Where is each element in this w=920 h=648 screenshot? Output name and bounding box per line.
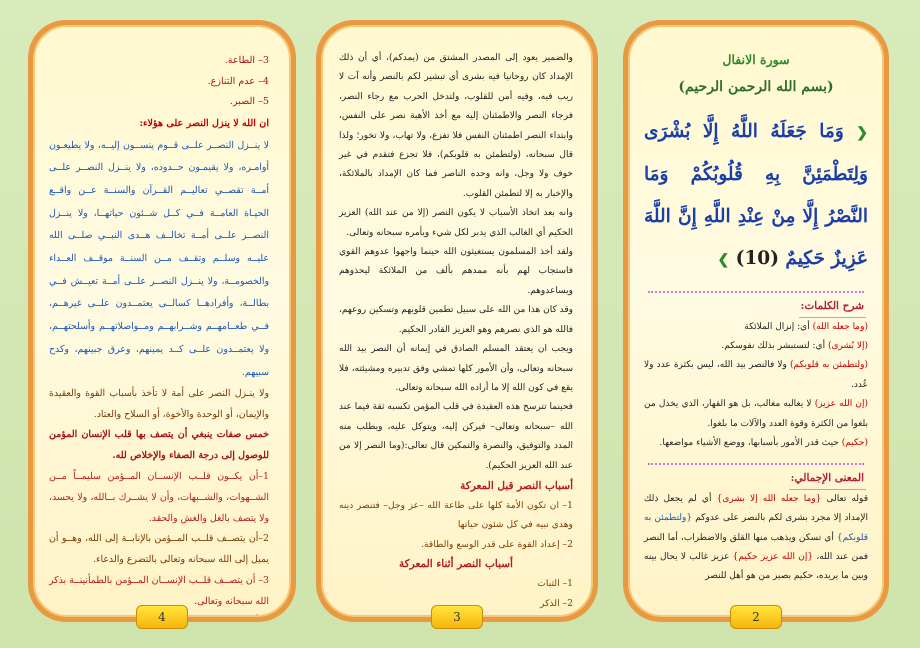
section-heading: المعنى الإجمالي: <box>789 469 866 490</box>
section-heading: أسباب النصر أثناء المعركة <box>399 558 513 571</box>
section-heading: ان الله لا ينزل النصر على هؤلاء: <box>139 117 269 129</box>
surah-title: سورة الانفال <box>722 52 790 67</box>
list-item: 1– الثبات <box>537 578 573 590</box>
list-item: 5– الصبر. <box>229 96 269 107</box>
paragraph: وقد كان هذا من الله على سبيل تطمين قلوبهم وتسكين روعهم، فالله هو الذي نصرهم وهو العزيز القادر الحكيم. <box>339 305 573 335</box>
paragraph: والضمير يعود إلى المصدر المشتق من (يمدكم)، أي أن ذلك الإمداد كان روحانيا فيه بشرى أي تبشير لكم بالنصر وأنه آت لا ريب فيه، وفيه أمن للقلوب، ولتدخل الحرب مع رجاء النصر، فرجاء النصر والاطمئنان إليه مع أخذ الأهبة نصر على النفس، وابتداء النصر اطمئنان النفس فلا تفزع، ولا تهاب، ولا تخور؛ ولذا قال سبحانه، (ولتطمئن به قلوبكم)، فلا تجزع فتقدم في غير خوف ولا وجل، وانه وحده الناصر فما كان الإمداد بالملائكة، والإخبار به إلا لتطمئن القلوب. <box>339 53 573 199</box>
term: (وما جعله الله) <box>812 321 868 332</box>
term: (إن الله عزيز) <box>814 399 868 410</box>
definition: ولا فالنصر بيد الله، ليس بكثرة عدد ولا عُدد. <box>644 360 868 390</box>
definition-row <box>644 318 868 337</box>
panel-inner <box>321 25 593 617</box>
list-item: 2–أن يتصــف قلــب المــؤمن بالإنابــة إلى الله، وهــو أن يميل إلى الله سبحانه وتعالى بالتضرع والدعاء. <box>49 533 269 565</box>
page-number: 4 <box>136 605 188 629</box>
panel-page-4 <box>28 20 296 622</box>
list-item: 2– إعداد القوة على قدر الوسع والطاقة. <box>421 538 573 550</box>
meaning-quote: {ولتطمئن به قلوبكم} <box>644 513 868 543</box>
paragraph: فحينما تترسخ هذه العقيدة في قلب المؤمن تكسبه ثقة فيما عند الله –سبحانه وتعالى– فيركن إليه، ويتوكل عليه، ويطلب منه المدد والتوفيق، والنصرة والتمكين قال تعالى:(وما النصر إلا من عند الله العزيز الحكيم). <box>339 402 573 471</box>
term: (ولتطمئن به قلوبكم) <box>790 360 869 371</box>
left-content <box>49 51 269 617</box>
definition: حيث قدر الأمور بأسبابها، ووضع الأشياء مواضعها. <box>659 437 842 448</box>
paragraph: ويجب ان يعتقد المسلم الصادق في إيمانه أن النصر بيد الله سبحانه وتعالى، وأن الأمور كلها تمشي وفق تدبيره ومشيئته، فلا يقع في كون الله إلا ما أراده الله سبحانه وتعالى. <box>339 344 573 393</box>
section-heading: خمس صفات ينبغي أن يتصف بها قلب الإنسان المؤمن للوصول إلى درجة الصفاء والإخلاص لله. <box>49 429 269 461</box>
list-item: 3– الطاعة. <box>224 55 269 66</box>
middle-content <box>339 49 573 613</box>
section-heading: أسباب النصر قبل المعركة <box>460 479 573 492</box>
term: (حكيم) <box>841 437 868 448</box>
panel-page-3 <box>316 20 598 622</box>
list-item: 1–أن يكــون قلــب الإنســان المــؤمن سليمــاً مــن الشــهوات، والشــبهات، وأن لا يشــرك بــالله، ولا يحسد، ولا يتصف بالغل والغش والحقد. <box>49 471 269 525</box>
meaning-text: أي لم يجعل ذلك الإمداد إلا مجرد بشرى لكم بالنصر على عدوكم <box>644 493 868 524</box>
definition-row <box>644 356 868 395</box>
definition: لا يغالبه مغالب، بل هو القهار، الذي يخذل من بلغوا من الكثرة وقوة العدد والآلات ما بلغوا. <box>644 399 868 429</box>
section-heading: شرح الكلمات: <box>799 297 866 318</box>
meaning-quote: {وما جعله الله إلا بشرى} <box>716 493 822 504</box>
meaning-text: أي تسكن ويذهب منها القلق والاضطراب، أما النصر فمن عند الله، <box>644 532 868 563</box>
quran-verse <box>644 111 868 281</box>
verse-number: (10) <box>735 248 779 269</box>
basmala: (بسم الله الرحمن الرحيم) <box>678 79 834 95</box>
meaning-quote: {إن الله عزيز حكيم} <box>732 552 814 563</box>
ornament-icon: ❮ <box>856 125 868 141</box>
definition-row <box>644 337 868 356</box>
list-item: 2– الذكر <box>540 597 573 609</box>
meaning-text: عزيز غالب لا يحال بينه وبين ما يريده، حكيم بصير من هو أهل للنصر <box>644 552 868 582</box>
panel-page-2 <box>623 20 889 622</box>
list-item: 3– أن يتصــف قلــب الإنســان المــؤمن بالطمأنينــة بذكر الله سبحانه وتعالى. <box>49 575 269 608</box>
page-number: 2 <box>730 605 782 629</box>
divider <box>648 291 864 293</box>
panel-inner <box>33 25 291 617</box>
term: (إلا بُشرى) <box>827 340 868 351</box>
definition: أي: إنزال الملائكة <box>744 321 813 332</box>
list-item: 4– عدم التنازع. <box>207 75 269 87</box>
divider <box>648 463 864 465</box>
list-item: 1– ان تكون الأمة كلها على طاعة الله –عز وجل– فتنصر دينه وهدي نبيه في كل شئون حياتها <box>339 499 573 531</box>
ornament-icon: ❯ <box>717 252 730 268</box>
definition-row <box>644 395 868 434</box>
verse-text: وَمَا جَعَلَهُ اللَّهُ إِلَّا بُشْرَى وَلِتَطْمَئِنَّ بِهِ قُلُوبُكُمْ وَمَا النَّصْرُ إِلَّا مِنْ عِنْدِ اللَّهِ إِنَّ اللَّهَ عَزِيزٌ حَكِيمٌ <box>644 121 868 269</box>
panel-inner <box>628 25 884 617</box>
paragraph: لا ينــزل النصــر علــى قــوم ينســون إليــه، ولا يطيعـون أوامـره، ولا يقيمـون حــدوده، ولا ينــزل النصــر علــى أمــة تقصــي تعاليــم القــرآن والسنــة عــن واقــع الحيـاة العامــة فــي كــل شــئون حياتهــا، ولا ينــزل النصــر علــى أمــة تخالــف هــدى النبــي صلــى الله عليــه وسلــم وتقــف مــن السنــة موقــف العــداء والخصومــة، ولا ينــزل النصــر علــى أمــة تعيــش فــي بطالــة، وأفرادهــا كسالــى يعتمــدون علــى غيرهــم، فــي طعــامهــم وشــرابهــم ومــواصلاتهــم وأسلحتهــم، ولا يعتمــدون علــى كــد يمينهم، وعرق جبينهم، وكدح سبيهم. <box>49 139 269 378</box>
definition-row <box>644 434 868 453</box>
page-number: 3 <box>431 605 483 629</box>
paragraph: ولا ينـزل النصر على أمة لا تأخذ بأسباب القوة والعقيدة والإيمان، أو الوحدة والأخوة، أو السلاح والعتاد. <box>49 388 269 420</box>
paragraph: وانه بعد اتخاذ الأسباب لا يكون النصر (إلا من عند الله) العزيز الحكيم أي الغالب الذي يدبر لكل شيء ويأمره سبحانه وتعالى. <box>339 208 573 238</box>
meaning-text: قوله تعالى <box>821 493 868 504</box>
right-content <box>644 51 868 587</box>
overall-meaning <box>644 490 868 587</box>
word-definitions <box>644 318 868 454</box>
paragraph: ولقد أخذ المسلمون يستغيثون الله حينما واجهوا عدوهم القوي فاستجاب لهم بأنه ممدهم بألف من الملائكة ليحذوهم ويساعدوهم. <box>339 247 573 296</box>
definition: أي: لتستبشر بذلك نفوسكم. <box>721 340 828 351</box>
